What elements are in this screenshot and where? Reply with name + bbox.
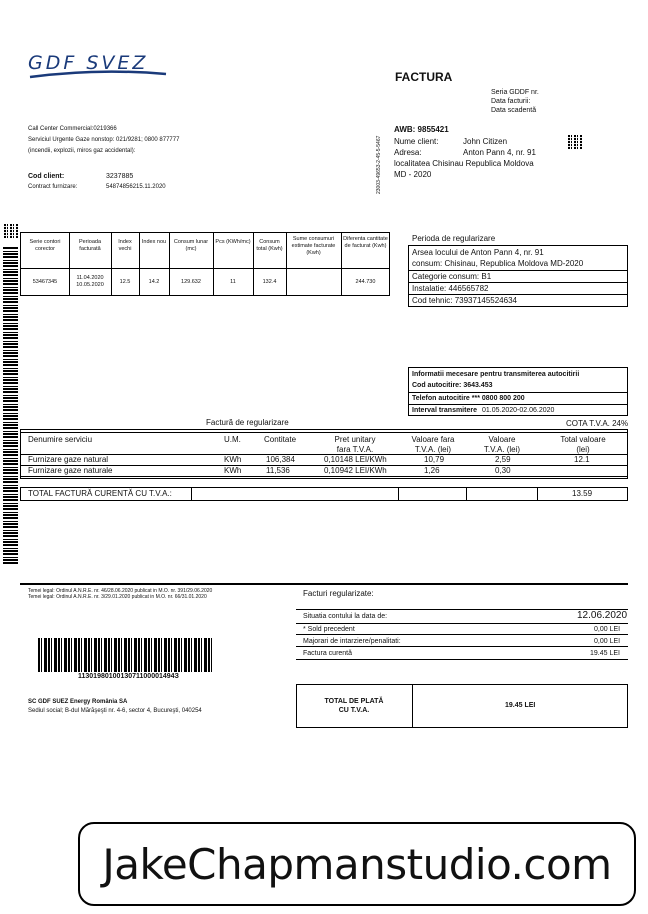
service-row-1-unit: KWh xyxy=(224,455,242,464)
meter-header-total: Consum total (Kwh) xyxy=(256,239,283,252)
self-read-title: Informatii mecesare pentru transmiterea autocitirii xyxy=(412,371,580,378)
invoice-total-value: 13.59 xyxy=(572,489,593,498)
total-to-pay-label-2: CU T.V.A. xyxy=(338,707,370,714)
invoice-title: FACTURA xyxy=(395,70,453,84)
regularization-title: Perioda de regularizare xyxy=(412,234,496,243)
gdf-suez-logo xyxy=(28,52,168,80)
awb-side-code: 23003-49653-2-45-5-5467 xyxy=(376,135,382,194)
summary-row-2-label: Majorari de intarziere/penalitati: xyxy=(303,638,401,645)
meter-cell-series: 53467345 xyxy=(32,279,58,285)
self-read-interval: 01.05.2020-02.06.2020 xyxy=(482,407,555,414)
service-header-unit-price: Pret unitary fara T.V.A. xyxy=(334,435,376,454)
summary-row-1-value: 0,00 LEI xyxy=(594,626,621,633)
summary-title: Facturi regularizate: xyxy=(303,589,374,598)
meter-header-pcs: Pcs (KWh/mc) xyxy=(215,239,251,245)
invoice-series-label: Seria GDDF nr. xyxy=(491,89,539,96)
client-name-label: Nume client: xyxy=(394,137,439,146)
legal-line-1: Temei legal: Ordinul A.N.R.E. nr. 46/28.06.2020 publicat in M.O. nr. 391/29.06.2020 xyxy=(28,588,213,594)
address-label: Adresa: xyxy=(394,148,422,157)
self-read-code: Cod autocitire: 3643.453 xyxy=(412,382,493,389)
service-header-quantity: Contitate xyxy=(264,435,297,444)
barcode xyxy=(38,638,214,672)
address-line-1: Anton Pann 4, nr. 91 xyxy=(463,148,536,157)
account-status-label: Situatia contului la data de: xyxy=(303,613,388,620)
account-status-date: 12.06.2020 xyxy=(577,610,628,621)
meter-cell-old-index: 12.5 xyxy=(119,279,131,285)
urgent-note: (incendii, explozii, miros gaz accidental): xyxy=(28,148,136,154)
company-name: SC GDF SUEZ Energy România SA xyxy=(28,699,128,705)
service-header-name: Denumire serviciu xyxy=(28,435,93,444)
technical-code: Cod tehnic: 73937145524634 xyxy=(412,296,517,305)
legal-line-2: Temei legal: Ordinul A.N.R.E. nr. 3/29.01.2020 publicat in M.O. nr. 66/31.01.2020 xyxy=(28,594,207,600)
awb-label: AWB: 9855421 xyxy=(394,125,449,134)
services-section-title: Factură de regularizare xyxy=(206,418,289,427)
call-center: Call Center Commercial:0219366 xyxy=(28,126,117,132)
total-to-pay-value: 19.45 LEI xyxy=(505,702,536,709)
service-row-1-value: 10,79 xyxy=(424,455,445,464)
vertical-barcode xyxy=(3,246,18,564)
self-read-phone: Telefon autocitire *** 0800 800 200 xyxy=(412,395,525,402)
summary-row-3-label: Factura curentă xyxy=(303,650,353,657)
regularization-place-1: Arsea locului de Anton Pann 4, nr. 91 xyxy=(412,248,544,257)
service-row-2-value: 1,26 xyxy=(424,466,440,475)
qr-code-icon xyxy=(568,135,582,149)
address-line-3: MD - 2020 xyxy=(394,170,432,179)
meter-cell-period: 11.04.2020 10.05.2020 xyxy=(76,275,104,288)
urgent-service: Serviciul Urgente Gaze nonstop: 021/9281; 0800 877777 xyxy=(28,137,180,143)
meter-header-new-index: Index nou xyxy=(141,239,167,245)
client-code-label: Cod client: xyxy=(28,173,65,180)
service-row-1-vat: 2,59 xyxy=(495,455,511,464)
consumption-category: Categorie consum: B1 xyxy=(412,272,492,281)
service-row-1-total: 12.1 xyxy=(574,455,590,464)
vat-rate: COTA T.V.A. 24% xyxy=(566,419,629,428)
installation: Instalatie: 446565782 xyxy=(412,284,489,293)
meter-cell-monthly: 129.632 xyxy=(181,279,201,285)
logo-text: GDF SVEZ xyxy=(28,52,149,74)
meter-header-old-index: Index vechi xyxy=(118,239,132,252)
summary-row-3-value: 19.45 LEI xyxy=(590,650,620,657)
watermark-banner: JakeChapmanstudio.com xyxy=(78,822,636,906)
service-row-1-price: 0,10148 LEI/KWh xyxy=(324,455,387,464)
summary-row-1-label: * Sold precedent xyxy=(303,626,355,633)
service-row-2-vat: 0,30 xyxy=(495,466,511,475)
meter-header-difference: Diferenta cantitate de facturat (Kwh) xyxy=(343,236,388,249)
meter-header-series: Serie contori corector xyxy=(29,239,61,252)
client-code: 3237885 xyxy=(106,173,134,180)
service-row-2-unit: KWh xyxy=(224,466,242,475)
service-row-2-quantity: 11,536 xyxy=(266,466,290,475)
barcode-number: 1130198010013071100001494З xyxy=(78,673,179,680)
service-header-unit: U.M. xyxy=(224,435,241,444)
summary-row-2-value: 0,00 LEI xyxy=(594,638,621,645)
company-address: Sediul social; B-dul Mărăşeşti nr. 4-6, sector 4, Bucureşti, 040254 xyxy=(28,708,202,714)
qr-code-small-icon xyxy=(4,224,18,238)
address-line-2: localitatea Chisinau Republica Moldova xyxy=(394,159,534,168)
invoice-total-label: TOTAL FACTURĂ CURENTĂ CU T.V.A.: xyxy=(28,489,172,498)
meter-cell-difference: 244.730 xyxy=(355,279,376,285)
invoice-due-label: Data scadentă xyxy=(491,107,537,114)
self-read-interval-label: Interval transmitere xyxy=(412,407,477,414)
invoice-date-label: Data facturii: xyxy=(491,98,531,105)
service-header-value: Valoare fara T.V.A. (lei) xyxy=(411,435,455,454)
meter-header-period: Perioada facturată xyxy=(78,239,102,252)
service-row-2-price: 0,10942 LEI/KWh xyxy=(324,466,387,475)
meter-cell-total: 132.4 xyxy=(262,279,277,285)
service-row-1-name: Furnizare gaze natural xyxy=(28,455,109,464)
service-row-2-name: Furnizare gaze naturale xyxy=(28,466,113,475)
meter-header-monthly: Consum lunar (mc) xyxy=(173,239,209,252)
client-name: John Citizen xyxy=(463,137,508,146)
meter-header-estimated: Sume consumuri estimate facturate (Kwh) xyxy=(291,236,336,256)
service-header-vat: Valoare T.V.A. (lei) xyxy=(483,435,521,454)
meter-cell-pcs: 11 xyxy=(230,279,236,285)
contract-number: 54874856215.11.2020 xyxy=(106,184,166,190)
regularization-place-2: consum: Chisinau, Republica Moldova MD-2020 xyxy=(412,259,584,268)
meter-cell-new-index: 14.2 xyxy=(148,279,160,285)
total-to-pay-label-1: TOTAL DE PLATĂ xyxy=(324,698,384,705)
service-row-1-quantity: 106,384 xyxy=(266,455,295,464)
service-header-total: Total valoare (lei) xyxy=(560,435,606,454)
contract-label: Contract furnizare: xyxy=(28,184,78,190)
